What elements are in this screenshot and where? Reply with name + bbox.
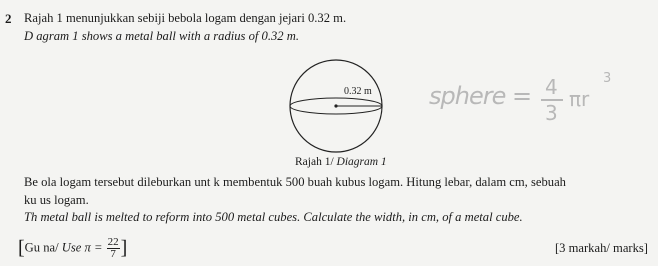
handwritten-frac-den: 3 [545, 101, 558, 125]
question-number: 2 [5, 11, 12, 26]
handwritten-note [425, 62, 625, 132]
pi-fraction-numerator: 22 [107, 236, 119, 248]
pi-fraction-denominator: 7 [110, 248, 116, 260]
diagram-caption [295, 156, 387, 168]
sphere-diagram [282, 57, 390, 155]
caption-malay: Rajah 1/ [295, 156, 334, 168]
handwritten-frac-num: 4 [545, 75, 558, 99]
hint-use: Use [61, 240, 82, 255]
hint-prefix: Gu na/ [24, 240, 59, 255]
handwritten-exponent: 3 [603, 71, 612, 86]
handwritten-pi-r: πr [569, 87, 590, 111]
pi-hint: [Gu na/ Use π = $\frac{22}{7}$ ] [18, 236, 128, 260]
sphere-center [334, 104, 337, 107]
handwritten-sphere-formula: sphere = [429, 82, 532, 110]
radius-label: 0.32 m [344, 86, 372, 97]
english-intro: D agram 1 shows a metal ball with a radius of 0.32 m. [24, 29, 299, 43]
malay-task-line2: ku us logam. [24, 193, 89, 207]
english-task: Th metal ball is melted to reform into 500 metal cubes. Calculate the width, in cm, of a metal cube. [24, 210, 523, 224]
caption-english: Diagram 1 [336, 156, 387, 168]
malay-intro: Rajah 1 menunjukkan sebiji bebola logam dengan jejari 0.32 m. [24, 11, 347, 25]
hint-pi: π = [84, 240, 103, 255]
malay-task-line1: Be ola logam tersebut dileburkan unt k membentuk 500 buah kubus logam. Hitung lebar, dalam cm, sebuah [24, 175, 566, 189]
pi-fraction [107, 237, 120, 260]
marks-label: [3 markah/ marks] [554, 241, 648, 255]
